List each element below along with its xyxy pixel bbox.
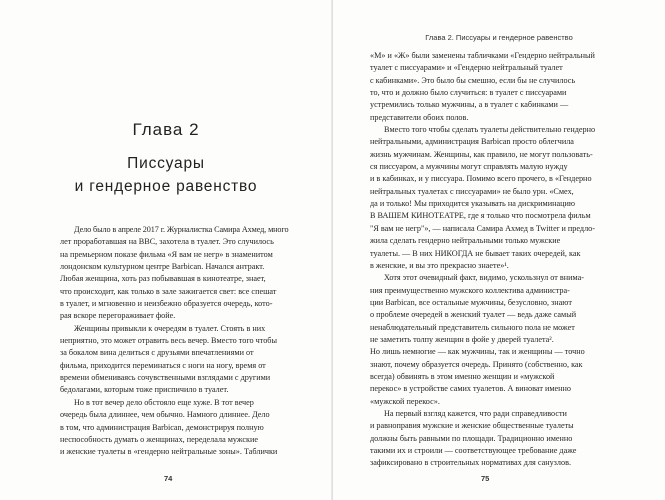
text-line: лет проработавшая на BBC, захотела в туалет. Это случилось (60, 237, 274, 247)
text-line: «мужской перекос». (370, 396, 440, 406)
text-line: Дело было в апреле 2017 г. Журналистка Самира Ахмед, много (74, 225, 289, 234)
right-page (333, 0, 665, 500)
text-line: лондонском культурном центре Barbican. Начался антракт. (60, 262, 265, 272)
text-line: должны быть равными по площади. Традиционно именно (370, 433, 573, 443)
text-line: то, что и должно было случиться: в туалет с писсуарами (370, 88, 567, 98)
text-line: устремились только мужчины, а в туалет с кабинками — (370, 100, 569, 110)
text-line: нейтральными, администрация Barbican просто облегчила (370, 137, 574, 147)
text-line: да и только! Мы приходится указывать на дискриминацию (370, 199, 575, 209)
text-line: с кабинками». Это было бы смешно, если бы не случилось (370, 75, 576, 85)
text-line: «М» и «Ж» были заменены табличками «Гендерно нейтральный (370, 51, 595, 60)
text-line: времени обмениваясь сочувственными взглядами с другими (60, 373, 271, 383)
text-line: в туалет, и мгновенно и неизбежно образуется очередь, кото- (60, 299, 273, 309)
text-line: и в кабинках, и у писсуара. Помимо всего прочего, в «Гендерно (370, 174, 592, 184)
text-line: На первый взгляд кажется, что ради справедливости (384, 408, 567, 418)
text-line: представители обоих полов. (370, 112, 469, 122)
text-line: неприятно, это может отравить весь вечер. Вместо того чтобы (60, 336, 277, 346)
text-line: в женские, и вы это прекрасно знаете»¹. (370, 260, 509, 270)
text-line: рая вскоре перегораживает фойе. (60, 311, 176, 321)
left-body-text (60, 224, 288, 459)
text-line: не заметить толпу женщин в фойе у дверей туалета². (370, 334, 554, 344)
chapter-title-line: и гендерное равенство (74, 178, 258, 195)
text-line: туалет с писсуарами» и «Гендерно нейтральный туалет (370, 63, 563, 73)
text-line: неспособность думать о женщинах, переделала мужские (60, 434, 259, 444)
text-line: Но в тот вечер дело обстояло еще хуже. В тот вечер (74, 397, 254, 407)
text-line: ции Barbican, все остальные мужчины, безусловно, знают (370, 297, 572, 307)
chapter-number: Глава 2 (132, 120, 200, 139)
text-line: что происходит, как только в зале зажигается свет: все спешат (60, 286, 277, 296)
text-line: за бокалом вина делиться с друзьями впечатлениями от (60, 348, 254, 358)
text-line: и равноправия мужские и женские общественные туалеты (370, 421, 574, 431)
text-line: Но лишь немногие — как мужчины, так и женщины — точно (370, 347, 585, 357)
text-line: нейтральных туалетах с писсуарами» не было урн. «Смех, (370, 186, 574, 196)
text-line: зафиксировано в строительных нормативах для санузлов. (370, 458, 572, 468)
text-line: всегда) обвинять в этом именно женщин и «мужской (370, 371, 555, 381)
running-head: Глава 2. Писсуары и гендерное равенство (425, 33, 573, 42)
page-number: 74 (164, 474, 173, 483)
text-line: перекос» в устройстве самих туалетов. А виноват именно (370, 384, 571, 394)
text-line: ненаблюдательный представитель сильного пола не может (370, 322, 575, 332)
text-line: на премьерном показе фильма «Я вам не негр» в знаменитом (60, 249, 273, 259)
text-line: ния преимущественно мужского коллектива администра- (370, 285, 570, 295)
text-line: очередь была длиннее, чем обычно. Намного длиннее. Дело (60, 410, 270, 420)
text-line: ся писсуаром, а мужчины могут справлять малую нужду (370, 162, 568, 172)
page-number: 75 (481, 474, 490, 483)
text-line: В ВАШЕМ КИНОТЕАТРЕ, где я только что посмотрела фильм (370, 211, 591, 221)
text-line: бедолагами, которым тоже приспичило в туалет. (60, 385, 229, 395)
chapter-title (0, 152, 332, 198)
text-line: Любая женщина, хоть раз побывавшая в кинотеатре, знает, (60, 274, 266, 284)
text-line: жила сделать гендерно нейтральными только мужские (370, 236, 561, 246)
text-line: "Я вам не негр"», — написала Самира Ахмед в Twitter и предло- (370, 223, 595, 233)
text-line: жизнь мужчинам. Женщины, как правило, не могут пользовать- (370, 149, 593, 159)
text-line: туалеты. — В них НИКОГДА не бывает таких очередей, как (370, 248, 581, 258)
text-line: такими их и строили — соответствующее требование даже (370, 446, 577, 455)
text-line: в том, что администрация Barbican, демонстрируя полную (60, 422, 264, 432)
text-line: знают, почему образуется очередь. Принято (собственно, как (370, 359, 583, 369)
text-line: о проблеме очередей в женский туалет — ведь даже самый (370, 310, 577, 320)
text-line: Хотя этот очевидный факт, видимо, ускользнул от внима- (384, 273, 584, 283)
left-page (0, 0, 332, 500)
text-line: Женщины привыкли к очередям в туалет. Стоять в них (74, 323, 266, 333)
text-line: Вместо того чтобы сделать туалеты действительно гендерно (384, 125, 596, 135)
chapter-title-line: Писсуары (127, 155, 205, 172)
text-line: и женские туалеты в «гендерно нейтральные зоны». Таблички (60, 447, 278, 457)
right-body-text (370, 50, 605, 470)
text-line: фильма, приходится переминаться с ноги на ногу, время от (60, 360, 266, 370)
